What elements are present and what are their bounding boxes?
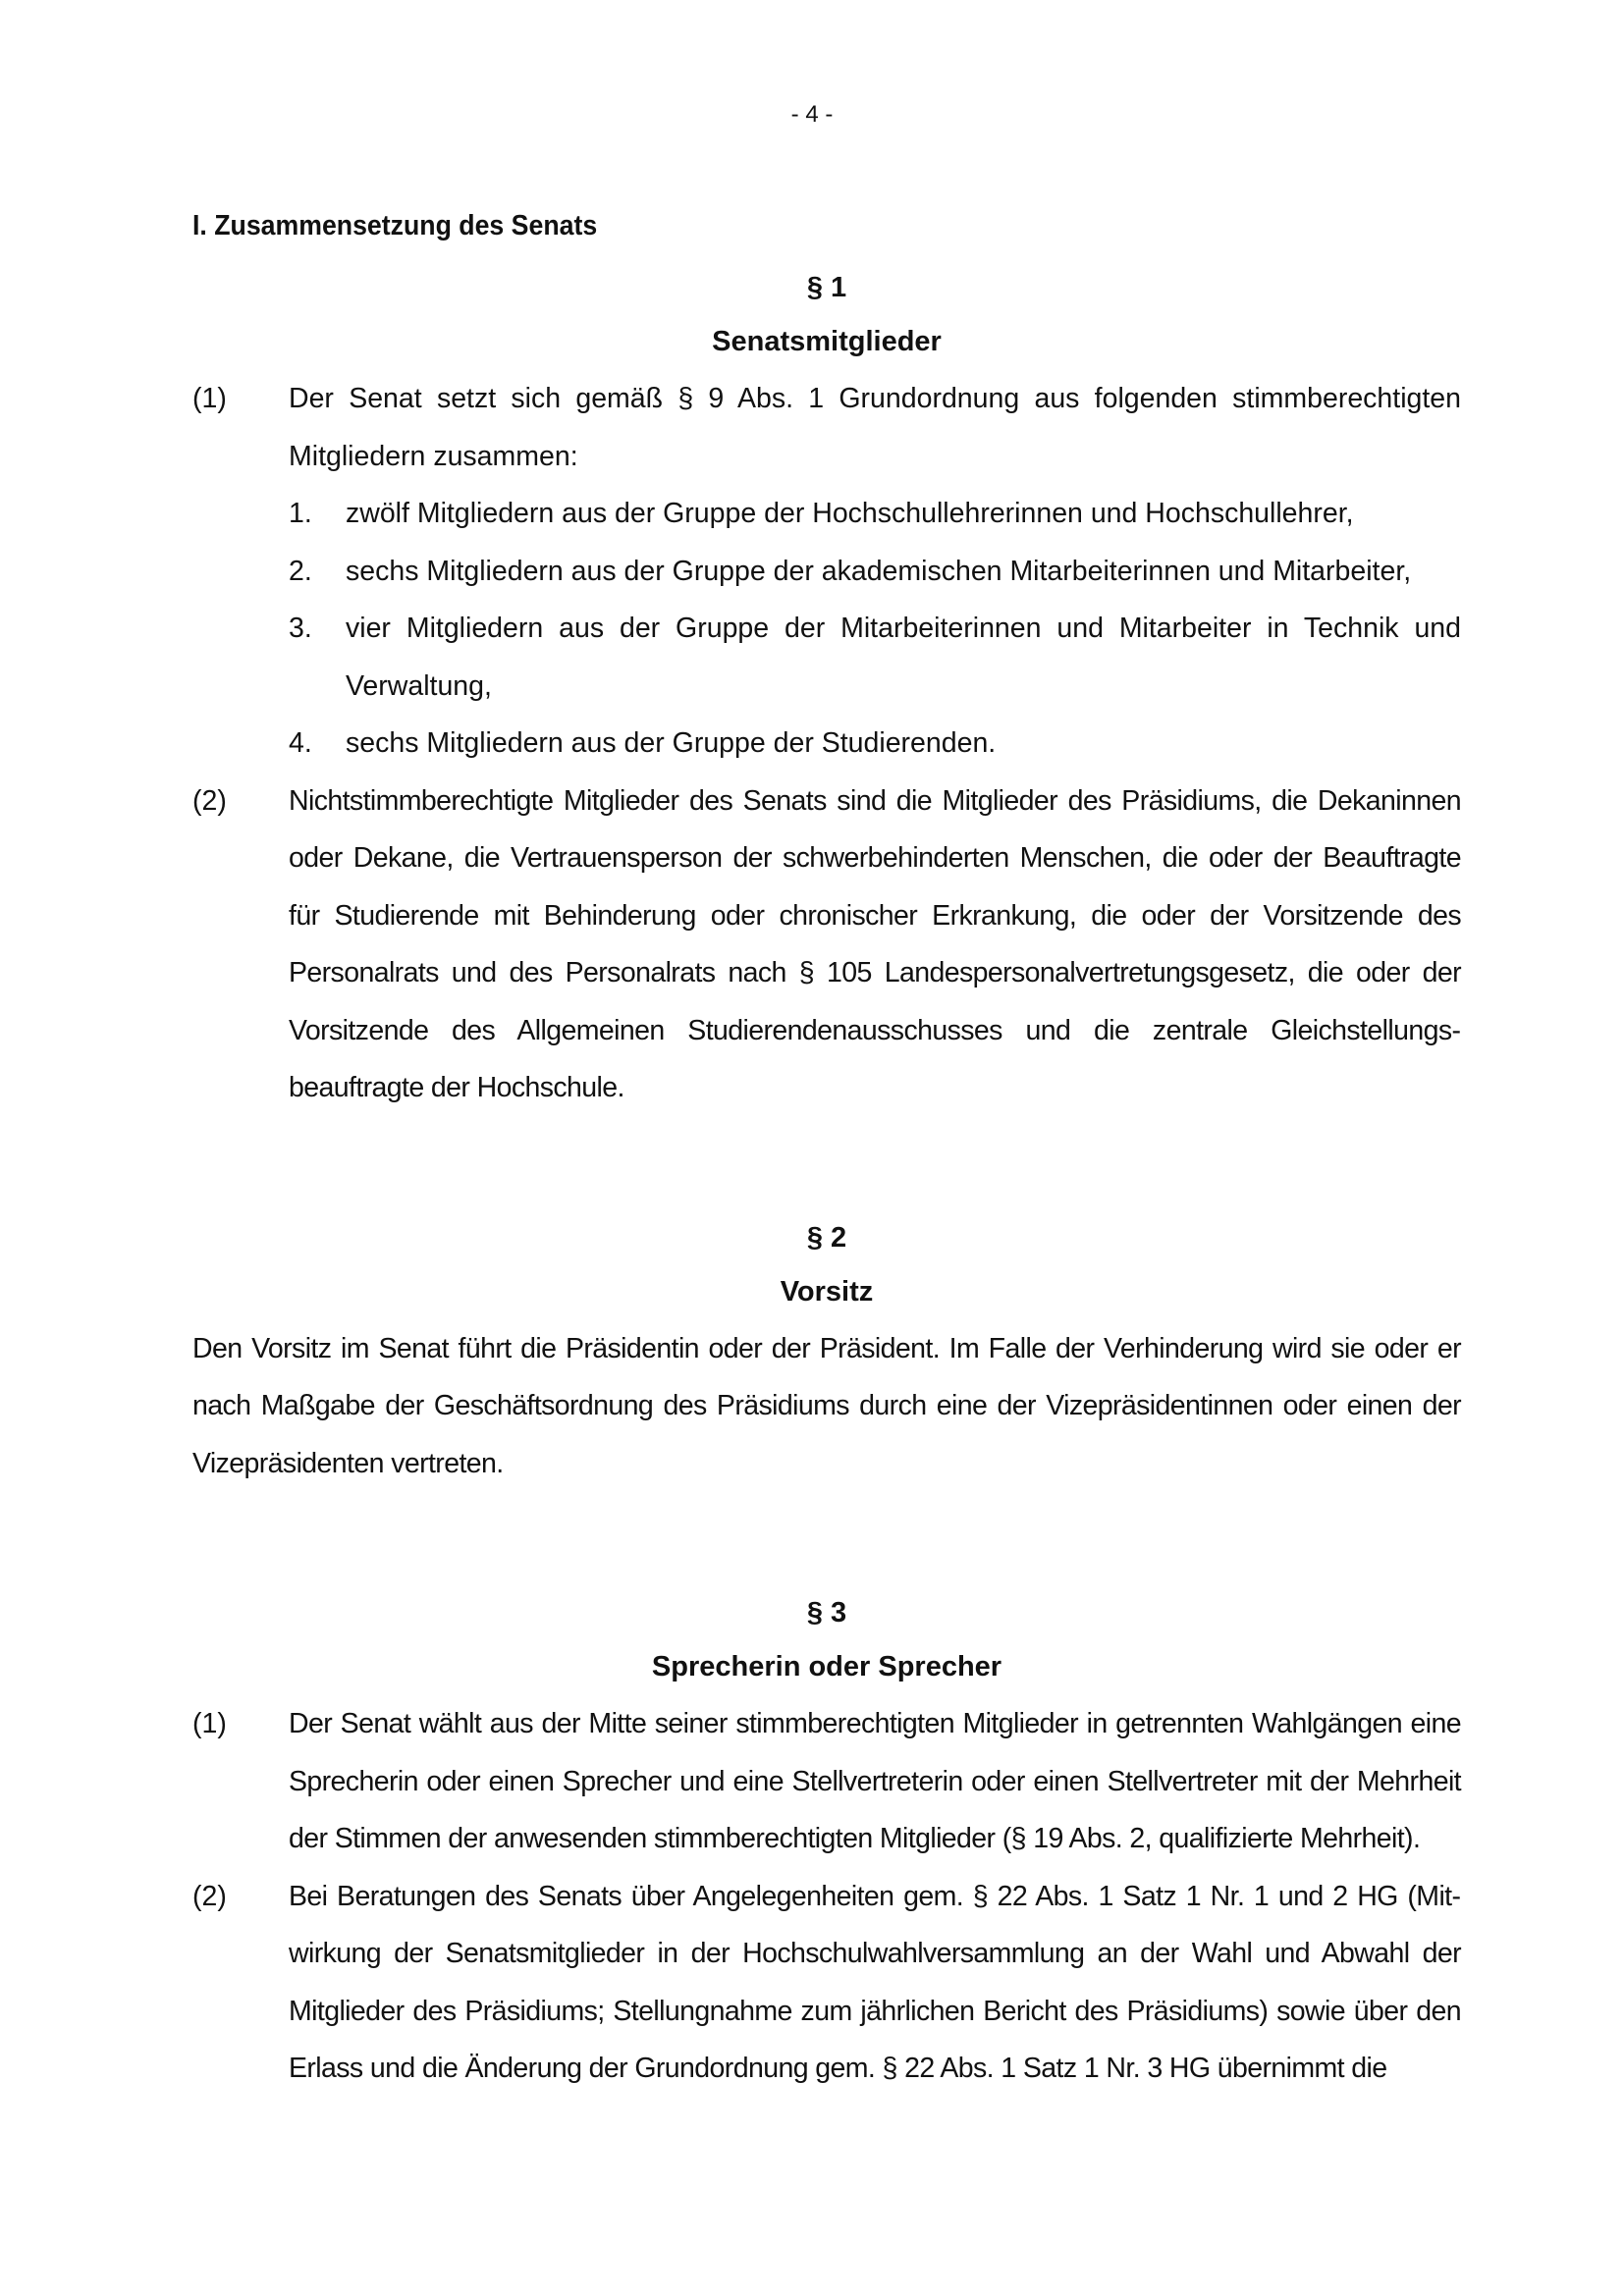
list-item-number: 3. (289, 613, 312, 644)
list-item-text: vier Mitgliedern aus der Gruppe der Mitarbeiterinnen und Mitarbeiter in Technik und Verwaltung, (346, 613, 1461, 702)
list-item-number: 2. (289, 555, 312, 587)
paragraph-1 (192, 260, 1461, 1117)
section-title: I. Zusammensetzung des Senats (192, 210, 598, 241)
list-item-number: 1. (289, 498, 312, 529)
list-item-number: 4. (289, 727, 312, 759)
paragraph-2-text: Den Vorsitz im Senat führt die Präsidentin oder der Präsident. Im Falle der Verhinderung wird sie oder er nach Maßgabe der Geschäftsordnung des Präsidiums durch eine der Vizepräsidentinnen oder einen der Vizepräsidenten vertreten. (192, 1332, 1461, 1479)
list-item (289, 600, 1461, 715)
list-item-text: zwölf Mitgliedern aus der Gruppe der Hochschullehrerinnen und Hochschullehrer, (346, 498, 1354, 529)
absatz-1-intro: Der Senat setzt sich gemäß § 9 Abs. 1 Grundordnung aus folgenden stimmberechtigten Mitgliedern zusammen: (289, 383, 1461, 472)
paragraph-1-absatz-1 (192, 370, 1461, 773)
paragraph-3-title: Sprecherin oder Sprecher (651, 1651, 1002, 1682)
paragraph-3 (192, 1585, 1461, 2098)
absatz-2-text: Nichtstimmberechtigte Mitglieder des Senats sind die Mitglieder des Präsidiums, die Dekaninnen oder Dekane, die Vertrauensperson der schwerbehinderten Menschen, die oder der Beauftragte für Studierende mit Behinderung oder chronischer Erkrankung, die oder der Vorsitzende des Personalrats und des Personalrats nach § 105 Landespersonalvertretungsgesetz, die oder der Vorsitzende des Allgemeinen Studierendenausschusses und die zentrale Gleichstellungsbeauftragte der Hochschule. (289, 784, 1461, 1103)
absatz-1-text: Der Senat wählt aus der Mitte seiner stimmberechtigten Mitglieder in getrennten Wahlgängen eine Sprecherin oder einen Sprecher und eine Stellvertreterin oder einen Stellvertreter mit der Mehrheit der Stimmen der anwesenden stimmberechtigten Mitglieder (§ 19 Abs. 2, qualifizierte Mehrheit). (289, 1708, 1461, 1854)
absatz-2-text: Bei Beratungen des Senats über Angelegenheiten gem. § 22 Abs. 1 Satz 1 Nr. 1 und 2 HG (Mitwirkung der Senatsmitglieder in der Hochschulwahlversammlung an der Wahl und Abwahl der Mitglieder des Präsidiums; Stellungnahme zum jährlichen Bericht des Präsidiums) sowie über den Erlass und die Änderung der Grundordnung gem. § 22 Abs. 1 Satz 1 Nr. 3 HG übernimmt die (289, 1880, 1461, 2084)
paragraph-2-sign: § 2 (806, 1221, 847, 1254)
paragraph-3-absatz-1 (192, 1695, 1461, 1868)
absatz-number: (2) (192, 1880, 227, 1912)
list-item (289, 485, 1461, 543)
page-number: - 4 - (790, 101, 834, 128)
absatz-number: (1) (192, 383, 227, 414)
paragraph-2-title: Vorsitz (780, 1275, 874, 1308)
list-item (289, 543, 1461, 601)
paragraph-3-sign: § 3 (806, 1597, 847, 1629)
absatz-number: (2) (192, 784, 227, 817)
document-body (192, 206, 1461, 2098)
paragraph-1-title: Senatsmitglieder (712, 326, 942, 357)
paragraph-1-absatz-2 (192, 773, 1461, 1117)
list-item (289, 715, 1461, 773)
absatz-number: (1) (192, 1708, 227, 1739)
list-item-text: sechs Mitgliedern aus der Gruppe der akademischen Mitarbeiterinnen und Mitarbeiter, (346, 555, 1412, 587)
paragraph-3-absatz-2 (192, 1868, 1461, 2098)
paragraph-2 (192, 1210, 1461, 1493)
paragraph-1-sign: § 1 (806, 272, 847, 303)
list-item-text: sechs Mitgliedern aus der Gruppe der Studierenden. (346, 727, 997, 759)
